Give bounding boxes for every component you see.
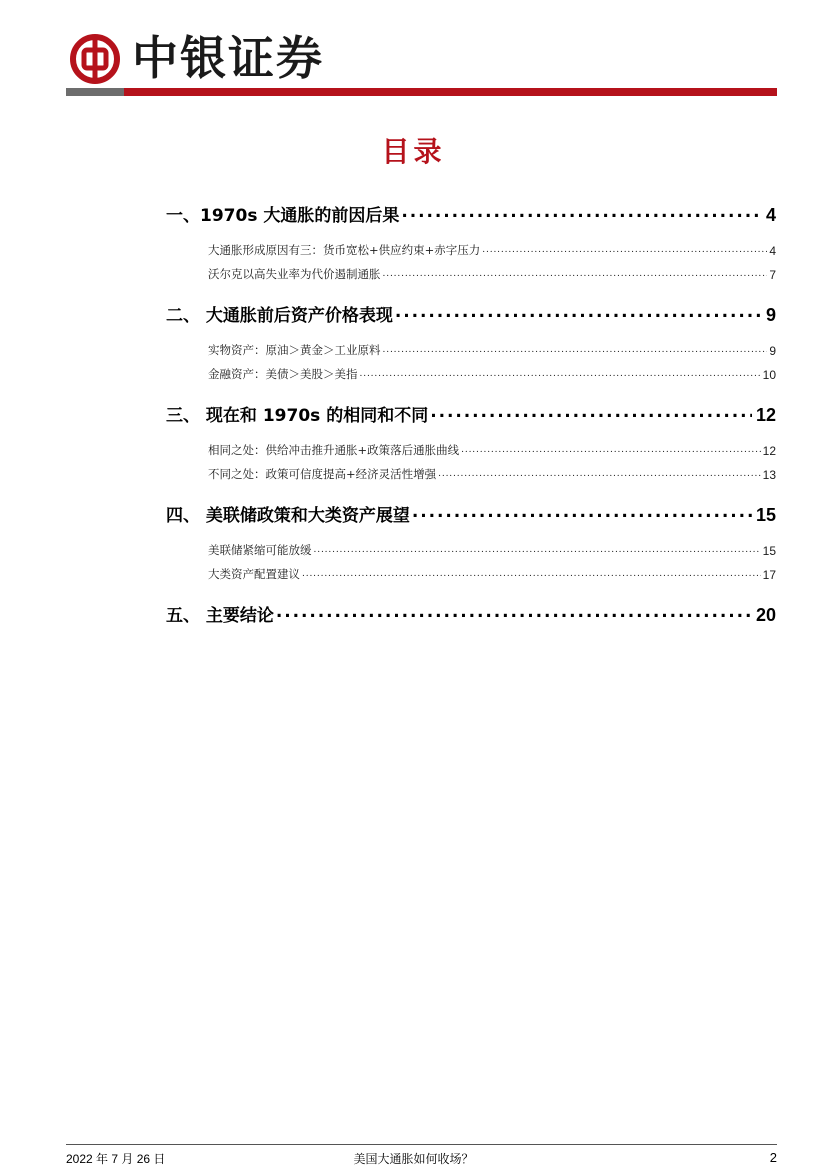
toc-section-label: 四、 美联储政策和大类资产展望 — [166, 506, 410, 526]
toc-subsection-list — [166, 334, 776, 382]
toc-section-label: 三、 现在和 1970s 的相同和不同 — [166, 406, 429, 426]
toc-leader-dots — [276, 602, 752, 622]
toc-subsection-list — [166, 534, 776, 582]
toc-title: 目录 — [381, 135, 446, 168]
header-rule-red — [124, 88, 777, 96]
toc-subsection-entry[interactable] — [166, 334, 776, 358]
footer-page-number: 2 — [769, 1150, 777, 1165]
toc-leader-dots — [438, 469, 761, 479]
page-header — [0, 0, 827, 100]
toc-subsection-label: 不同之处：政策可信度提高+经济灵活性增强 — [208, 467, 437, 481]
toc-subsection-entry[interactable] — [166, 458, 776, 482]
toc-section-page: 15 — [755, 505, 776, 525]
bank-of-china-logo-icon — [70, 34, 120, 84]
toc-section-page: 12 — [755, 405, 776, 425]
table-of-contents — [166, 190, 776, 640]
toc-subsection-label: 相同之处：供给冲击推升通胀+政策落后通胀曲线 — [208, 443, 460, 457]
toc-leader-dots — [302, 569, 761, 579]
toc-leader-dots — [395, 302, 762, 322]
header-rule-grey — [66, 88, 124, 96]
toc-subsection-label: 金融资产：美债＞美股＞美指 — [208, 367, 358, 381]
toc-subsection-page: 10 — [762, 368, 776, 382]
toc-subsection-label: 大类资产配置建议 — [208, 567, 300, 581]
toc-leader-dots — [383, 345, 768, 355]
toc-section-label: 二、 大通胀前后资产价格表现 — [166, 306, 393, 326]
toc-subsection-page: 15 — [762, 544, 776, 558]
toc-section-label: 一、1970s 大通胀的前因后果 — [166, 206, 400, 226]
toc-subsection-label: 实物资产：原油＞黄金＞工业原料 — [208, 343, 381, 357]
toc-leader-dots — [360, 369, 761, 379]
toc-subsection-page: 4 — [769, 244, 776, 258]
toc-subsection-entry[interactable] — [166, 534, 776, 558]
toc-section-entry[interactable] — [166, 496, 776, 526]
toc-subsection-label: 大通胀形成原因有三：货币宽松+供应约束+赤字压力 — [208, 243, 481, 257]
toc-section-entry[interactable] — [166, 296, 776, 326]
toc-subsection-entry[interactable] — [166, 434, 776, 458]
toc-section-page: 4 — [765, 205, 776, 225]
toc-leader-dots — [412, 502, 752, 522]
toc-section-page: 9 — [765, 305, 776, 325]
toc-leader-dots — [482, 245, 767, 255]
toc-subsection-entry[interactable] — [166, 358, 776, 382]
toc-subsection-page: 13 — [762, 468, 776, 482]
toc-subsection-list — [166, 234, 776, 282]
footer-rule — [66, 1144, 777, 1145]
footer-date: 2022 年 7 月 26 日 — [66, 1152, 166, 1166]
toc-subsection-entry[interactable] — [166, 558, 776, 582]
toc-section-entry[interactable] — [166, 396, 776, 426]
brand-name: 中银证券 — [132, 31, 324, 85]
toc-subsection-entry[interactable] — [166, 258, 776, 282]
toc-leader-dots — [401, 202, 762, 222]
toc-subsection-page: 9 — [769, 344, 776, 358]
toc-subsection-page: 17 — [762, 568, 776, 582]
toc-leader-dots — [430, 402, 752, 422]
toc-subsection-page: 7 — [769, 268, 776, 282]
footer-title: 美国大通胀如何收场？ — [353, 1152, 474, 1166]
toc-subsection-page: 12 — [762, 444, 776, 458]
toc-leader-dots — [461, 445, 761, 455]
toc-subsection-label: 沃尔克以高失业率为代价遏制通胀 — [208, 267, 381, 281]
toc-subsection-entry[interactable] — [166, 234, 776, 258]
toc-leader-dots — [314, 545, 761, 555]
toc-section-page: 20 — [755, 605, 776, 625]
toc-subsection-list — [166, 434, 776, 482]
toc-section-entry[interactable] — [166, 196, 776, 226]
toc-section-entry[interactable] — [166, 596, 776, 626]
toc-subsection-label: 美联储紧缩可能放缓 — [208, 543, 312, 557]
toc-leader-dots — [383, 269, 768, 279]
toc-section-label: 五、 主要结论 — [166, 606, 274, 626]
